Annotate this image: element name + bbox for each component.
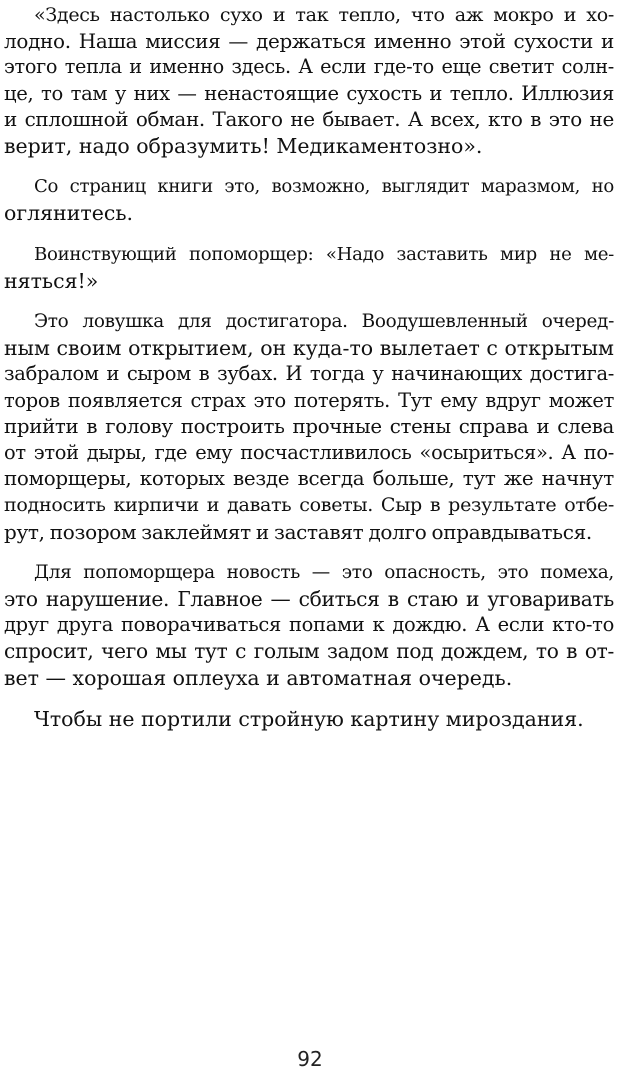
text-line: от этой дыры, где ему посчастливилось «осыриться». А по- [4, 441, 614, 465]
text-line: подносить кирпичи и давать советы. Сыр в результате отбе- [4, 494, 614, 517]
text-line: рут, позором заклеймят и заставят долго оправдываться. [4, 519, 592, 544]
paragraph [4, 309, 614, 545]
text-line: Для попоморщера новость — это опасность, это помеха, [34, 561, 614, 583]
text-line: спросит, чего мы тут с голым задом под дождем, то в от- [4, 639, 614, 664]
text-line: лодно. Наша миссия — держаться именно этой сухости и [4, 29, 614, 54]
text-line: Со страниц книги это, возможно, выглядит маразмом, но [34, 176, 614, 198]
text-line: оглянитесь. [4, 201, 133, 226]
text-line: це, то там у них — ненастоящие сухость и тепло. Иллюзия [4, 81, 614, 105]
text-line: это нарушение. Главное — сбиться в стаю и уговаривать [4, 587, 614, 612]
paragraph [4, 2, 614, 159]
text-line: торов появляется страх это потерять. Тут ему вдруг может [4, 388, 614, 412]
paragraph [4, 174, 614, 226]
paragraph [4, 242, 614, 294]
text-line: ным своим открытием, он куда-то вылетает с открытым [4, 336, 614, 361]
page-number: 92 [297, 1047, 323, 1071]
body-text [4, 2, 614, 732]
paragraph [4, 560, 614, 691]
paragraph [4, 706, 614, 732]
text-line: прийти в голову построить прочные стены справа и слева [4, 414, 614, 438]
text-line: верит, надо образумить! Медикаментозно». [4, 134, 483, 159]
text-line: и сплошной обман. Такого не бывает. А всех, кто в это не [4, 107, 614, 131]
text-line: Воинствующий попоморщер: «Надо заставить мир не ме- [34, 243, 614, 265]
text-line: друг друга поворачиваться попами к дождю. А если кто-то [4, 613, 614, 637]
text-line: Это ловушка для достигатора. Воодушевленный очеред- [34, 311, 614, 333]
text-line: «Здесь настолько сухо и так тепло, что аж мокро и хо- [34, 4, 614, 26]
text-line: этого тепла и именно здесь. А если где-то еще светит солн- [4, 55, 614, 79]
text-line: забралом и сыром в зубах. И тогда у начинающих достига- [4, 362, 614, 386]
text-line: поморщеры, которых везде всегда больше, тут же начнут [4, 467, 614, 491]
text-line: вет — хорошая оплеуха и автоматная очередь. [4, 665, 513, 690]
text-line: Чтобы не портили стройную картину мироздания. [34, 706, 584, 731]
text-line: няться!» [4, 268, 99, 293]
